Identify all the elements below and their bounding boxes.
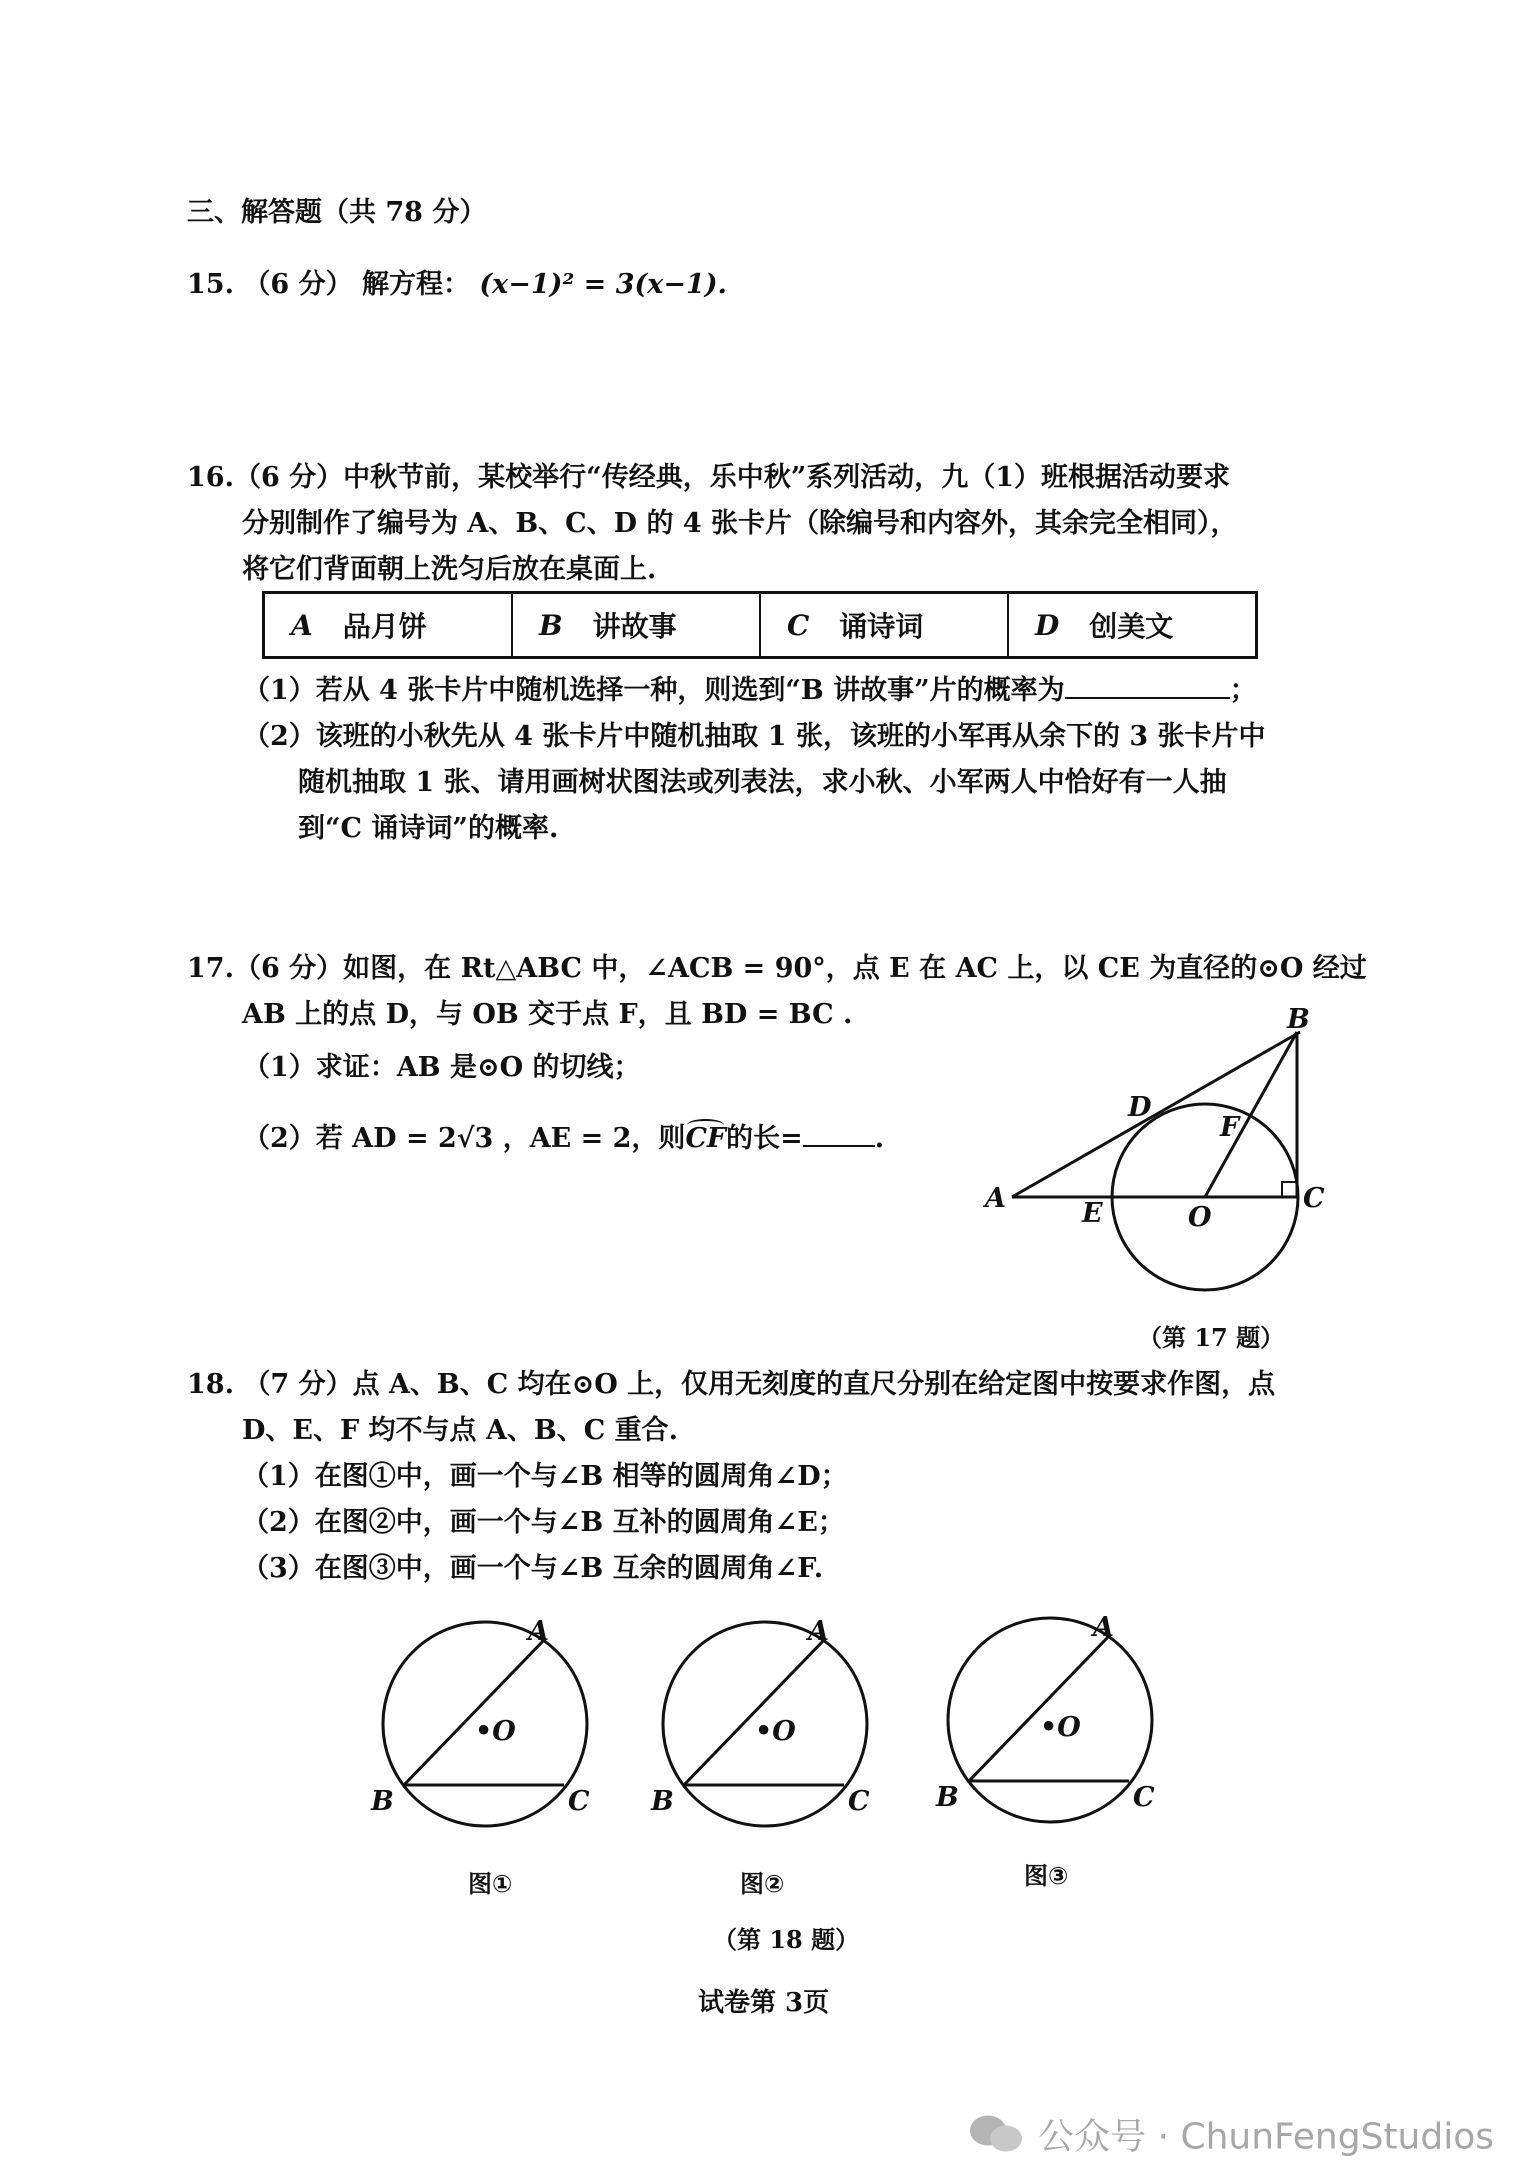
figure-1-chord-ab [404,1640,544,1785]
fig3-label-o: •O [1040,1712,1081,1743]
q16-parts [243,668,1266,852]
q18-number: 18. [187,1369,234,1400]
q18-line1: 点 A、B、C 均在⊙O 上，仅用无刻度的直尺分别在给定图中按要求作图，点 [352,1369,1276,1400]
q17-line2: AB 上的点 D，与 OB 交于点 F，且 BD = BC . [242,999,853,1030]
q16-line1: 中秋节前，某校举行“传经典，乐中秋”系列活动，九（1）班根据活动要求 [343,462,1231,493]
watermark-text: 公众号 · ChunFengStudios [1038,2116,1494,2158]
fig1-caption: 图① [468,1870,513,1898]
section-header: 三、解答题（共 78 分） [187,197,487,228]
q17-line1: 如图，在 Rt△ABC 中，∠ACB = 90°，点 E 在 AC 上，以 CE 为直径的⊙O 经过 [343,953,1367,984]
fig2-label-a: A [808,1616,829,1647]
question-15 [187,262,727,301]
label-d: D [1128,1092,1152,1123]
fig3-label-a: A [1093,1612,1114,1643]
fig3-label-b: B [936,1782,959,1813]
q18-figures [360,1610,1180,1930]
q17-answer-blank[interactable] [803,1145,875,1147]
q18-part3: （3）在图③中，画一个与∠B 互余的圆周角∠F. [242,1553,824,1584]
q17-caption: （第 17 题） [1138,1323,1285,1352]
q17-part2: （2）若 AD = 2√3 ，AE = 2，则CF的长= . [243,1123,885,1154]
q16-answer-blank[interactable] [1065,697,1230,699]
fig2-label-o: •O [755,1716,796,1747]
q18-part2: （2）在图②中，画一个与∠B 互补的圆周角∠E； [242,1507,845,1538]
q17-score: （6 分） [233,953,344,984]
fig2-label-b: B [651,1786,674,1817]
fig3-caption: 图③ [1024,1862,1069,1890]
q15-text: 解方程： [361,269,470,300]
q16-score: （6 分） [233,462,344,493]
q16-line3: 将它们背面朝上洗匀后放在桌面上. [242,554,657,585]
card-c: C 诵诗词 [761,594,1009,656]
q16-number: 16. [187,462,234,493]
figure-2-chord-ab [684,1640,824,1785]
fig1-label-c: C [568,1786,590,1817]
q15-number: 15. [187,269,234,300]
label-a: A [985,1183,1006,1214]
q18-score: （7 分） [243,1369,353,1400]
q17-figure [960,1000,1360,1360]
question-18 [187,1362,1275,1592]
wechat-icon [970,2113,1024,2155]
fig1-label-b: B [371,1786,394,1817]
q15-score: （6 分） [243,269,353,300]
question-16 [187,455,1238,593]
label-f: F [1220,1112,1240,1143]
label-e: E [1082,1198,1103,1229]
fig3-label-c: C [1133,1782,1155,1813]
card-d: D 创美文 [1035,608,1174,643]
q17-number: 17. [187,953,234,984]
q18-line2: D、E、F 均不与点 A、B、C 重合. [242,1415,679,1446]
q17-arc-cf: CF [685,1123,727,1154]
segment-ab [1012,1032,1300,1197]
q18-caption: （第 18 题） [713,1925,860,1954]
right-angle-mark [1282,1182,1297,1197]
card-table [262,591,1258,659]
watermark [970,2109,1494,2160]
card-b: B 讲故事 [513,594,761,656]
page-footer: 试卷第 3页 [698,1988,830,2018]
q16-part1: （1）若从 4 张卡片中随机选择一种，则选到“B 讲故事”片的概率为 ； [243,675,1257,706]
q17-part1: （1）求证：AB 是⊙O 的切线； [243,1052,641,1083]
label-b: B [1287,1004,1310,1035]
fig1-label-a: A [528,1616,549,1647]
q16-part2-line3: 到“C 诵诗词”的概率. [298,813,559,844]
fig2-caption: 图② [740,1870,785,1898]
fig2-label-c: C [848,1786,870,1817]
card-a: A 品月饼 [265,594,513,656]
q18-part1: （1）在图①中，画一个与∠B 相等的圆周角∠D； [242,1461,848,1492]
q15-equation: (x−1)² = 3(x−1). [479,269,727,300]
fig1-label-o: •O [475,1716,516,1747]
q16-line2: 分别制作了编号为 A、B、C、D 的 4 张卡片（除编号和内容外，其余完全相同）， [242,508,1238,539]
q16-part2-line2: 随机抽取 1 张、请用画树状图法或列表法，求小秋、小军两人中恰好有一人抽 [298,767,1227,798]
figure-3-chord-ab [969,1636,1109,1781]
q16-part2-line1: （2）该班的小秋先从 4 张卡片中随机抽取 1 张，该班的小军再从余下的 3 张卡片中 [243,721,1266,752]
label-c: C [1303,1183,1325,1214]
label-o: O [1188,1202,1212,1233]
